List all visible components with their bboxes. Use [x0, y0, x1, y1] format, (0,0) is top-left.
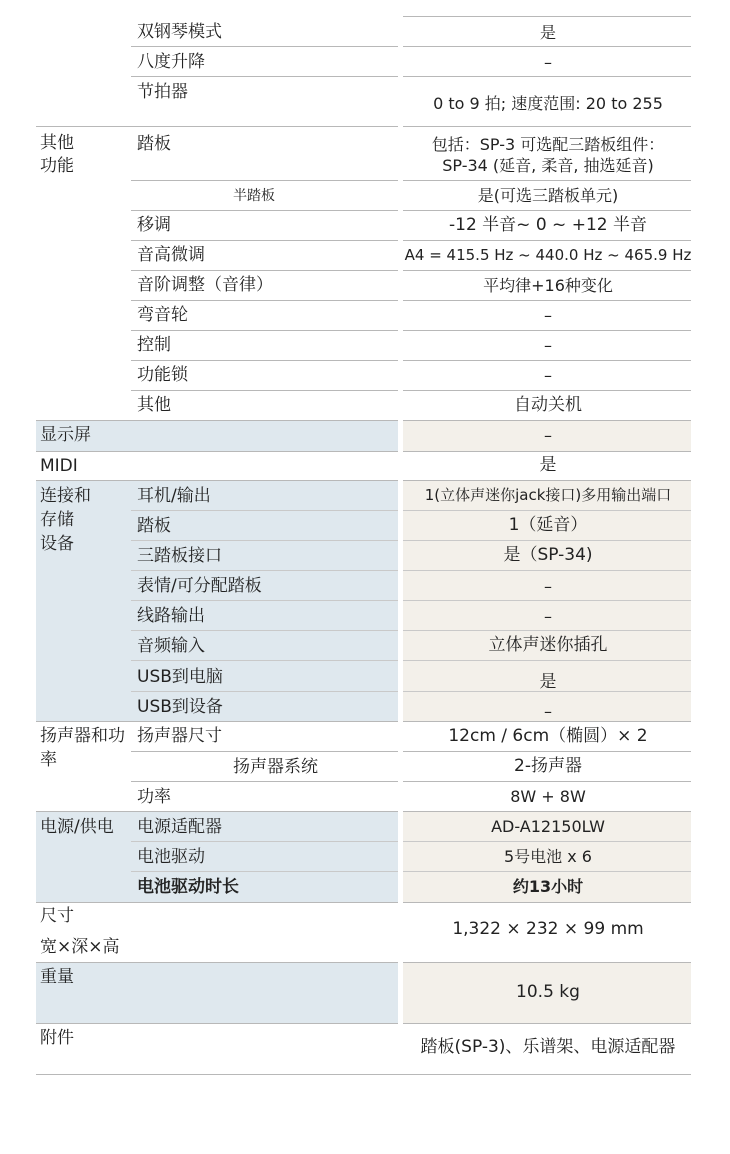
line-out-value: – [544, 607, 552, 626]
rule [36, 811, 398, 812]
rule [131, 360, 398, 361]
usb-computer-value: 是 [539, 672, 557, 692]
weight-label-bg [36, 963, 398, 1023]
rule [36, 1074, 691, 1075]
usb-device-value: – [544, 702, 552, 721]
rule [403, 270, 691, 271]
audio-in-value: 立体声迷你插孔 [488, 635, 608, 655]
rule [36, 480, 398, 481]
weight-category: 重量 [40, 967, 74, 987]
metronome-value: 0 to 9 拍; 速度范围: 20 to 255 [433, 94, 663, 113]
rule [403, 330, 691, 331]
rule [403, 16, 691, 17]
battery-label: 电池驱动 [137, 847, 205, 867]
rule [131, 871, 398, 872]
usb-computer-label: USB到电脑 [137, 667, 223, 687]
rule [131, 240, 398, 241]
expression-label: 表情/可分配踏板 [137, 576, 262, 596]
rule [36, 721, 398, 722]
rule [403, 630, 691, 631]
rule [403, 300, 691, 301]
dimensions-category-line2: 宽×深×高 [40, 937, 120, 957]
rule [403, 962, 691, 963]
rule [36, 1023, 398, 1024]
rule [131, 510, 398, 511]
rule [36, 126, 398, 127]
rule [403, 660, 691, 661]
rule [403, 46, 691, 47]
rule [403, 210, 691, 211]
pedal-value-line1: 包括：SP-3 可选配三踏板组件： [431, 135, 665, 154]
rule [131, 540, 398, 541]
speaker-power-label: 功率 [137, 787, 171, 807]
others-value: 自动关机 [514, 395, 582, 415]
speakers-category-line1: 扬声器和功 [40, 726, 125, 746]
display-value: – [544, 426, 552, 445]
rule [403, 420, 691, 421]
rule [403, 1023, 691, 1024]
speaker-system-value: 2-扬声器 [514, 756, 582, 776]
usb-device-label: USB到设备 [137, 697, 223, 717]
rule [403, 811, 691, 812]
dimensions-value: 1,322 × 232 × 99 mm [452, 919, 644, 939]
metronome-label: 节拍器 [137, 82, 188, 102]
rule [131, 330, 398, 331]
audio-in-label: 音频输入 [137, 636, 205, 656]
rule [131, 270, 398, 271]
speaker-system-label: 扬声器系统 [233, 757, 318, 777]
rule [403, 360, 691, 361]
rule [403, 871, 691, 872]
rule [36, 962, 398, 963]
dimensions-category-line1: 尺寸 [40, 906, 74, 926]
pitch-bend-label: 弯音轮 [137, 305, 188, 325]
midi-value: 是 [539, 455, 557, 475]
rule [131, 76, 398, 77]
connectivity-category-line3: 设备 [40, 534, 74, 554]
other-functions-category-line1: 其他 [40, 133, 74, 153]
other-functions-category-line2: 功能 [40, 156, 74, 176]
rule [131, 570, 398, 571]
rule [36, 902, 398, 903]
power-supply-category: 电源/供电 [40, 817, 114, 837]
connectivity-category-line2: 存储 [40, 510, 74, 530]
rule [403, 841, 691, 842]
rule [403, 480, 691, 481]
temperament-label: 音阶调整（音律） [137, 275, 273, 295]
battery-value: 5号电池 x 6 [503, 847, 592, 866]
rule [403, 570, 691, 571]
octave-shift-label: 八度升降 [137, 52, 205, 72]
line-out-label: 线路输出 [137, 606, 205, 626]
half-pedal-label: 半踏板 [233, 188, 275, 204]
rule [131, 300, 398, 301]
rule [131, 390, 398, 391]
others-label: 其他 [137, 395, 171, 415]
rule [403, 781, 691, 782]
rule [403, 751, 691, 752]
triple-pedal-value: 是（SP-34) [503, 545, 593, 565]
speaker-power-value: 8W + 8W [510, 787, 586, 806]
rule [131, 210, 398, 211]
pedal-value-line2: SP-34 (延音, 柔音, 抽选延音) [442, 156, 654, 175]
weight-value: 10.5 kg [516, 982, 580, 1002]
rule [131, 180, 398, 181]
accessories-category: 附件 [40, 1028, 74, 1048]
rule [131, 630, 398, 631]
fine-tune-label: 音高微调 [137, 245, 205, 265]
rule [131, 781, 398, 782]
midi-category: MIDI [40, 456, 78, 476]
fine-tune-value: A4 = 415.5 Hz ~ 440.0 Hz ~ 465.9 Hz [404, 246, 692, 264]
rule [131, 600, 398, 601]
rule [131, 841, 398, 842]
rule [403, 240, 691, 241]
rule [403, 76, 691, 77]
rule [403, 451, 691, 452]
rule [131, 660, 398, 661]
adapter-label: 电源适配器 [137, 817, 222, 837]
rule [403, 180, 691, 181]
speaker-size-value: 12cm / 6cm（椭圆）× 2 [448, 726, 648, 746]
function-lock-label: 功能锁 [137, 365, 188, 385]
expression-value: – [544, 577, 552, 596]
rule [403, 540, 691, 541]
pitch-bend-value: – [544, 306, 552, 325]
speaker-size-label: 扬声器尺寸 [137, 726, 222, 746]
octave-shift-value: – [544, 53, 552, 72]
headphone-label: 耳机/输出 [137, 486, 211, 506]
half-pedal-value: 是(可选三踏板单元) [477, 186, 619, 205]
battery-life-value: 约13小时 [512, 877, 584, 896]
dual-piano-label: 双钢琴模式 [137, 22, 222, 42]
display-category: 显示屏 [40, 425, 91, 445]
rule [403, 600, 691, 601]
rule [131, 751, 398, 752]
rule [131, 46, 398, 47]
accessories-value: 踏板(SP-3)、乐谱架、电源适配器 [420, 1037, 676, 1057]
rule [403, 510, 691, 511]
conn-pedal-value: 1（延音） [508, 515, 588, 535]
rule [36, 451, 398, 452]
headphone-value: 1(立体声迷你jack接口)多用输出端口 [424, 486, 672, 504]
rule [403, 126, 691, 127]
rule [131, 691, 398, 692]
control-label: 控制 [137, 335, 171, 355]
transpose-label: 移调 [137, 215, 171, 235]
adapter-value: AD-A12150LW [491, 817, 605, 836]
speakers-category-line2: 率 [40, 750, 57, 770]
control-value: – [544, 336, 552, 355]
dual-piano-value: 是 [539, 23, 556, 42]
conn-pedal-label: 踏板 [137, 516, 171, 536]
rule [403, 390, 691, 391]
function-lock-value: – [544, 366, 552, 385]
temperament-value: 平均律+16种变化 [483, 276, 613, 295]
triple-pedal-label: 三踏板接口 [137, 546, 222, 566]
pedal-label: 踏板 [137, 134, 171, 154]
rule [36, 420, 398, 421]
battery-life-label: 电池驱动时长 [137, 877, 239, 897]
transpose-value: -12 半音~ 0 ~ +12 半音 [449, 215, 647, 235]
rule [403, 902, 691, 903]
connectivity-category-line1: 连接和 [40, 486, 91, 506]
